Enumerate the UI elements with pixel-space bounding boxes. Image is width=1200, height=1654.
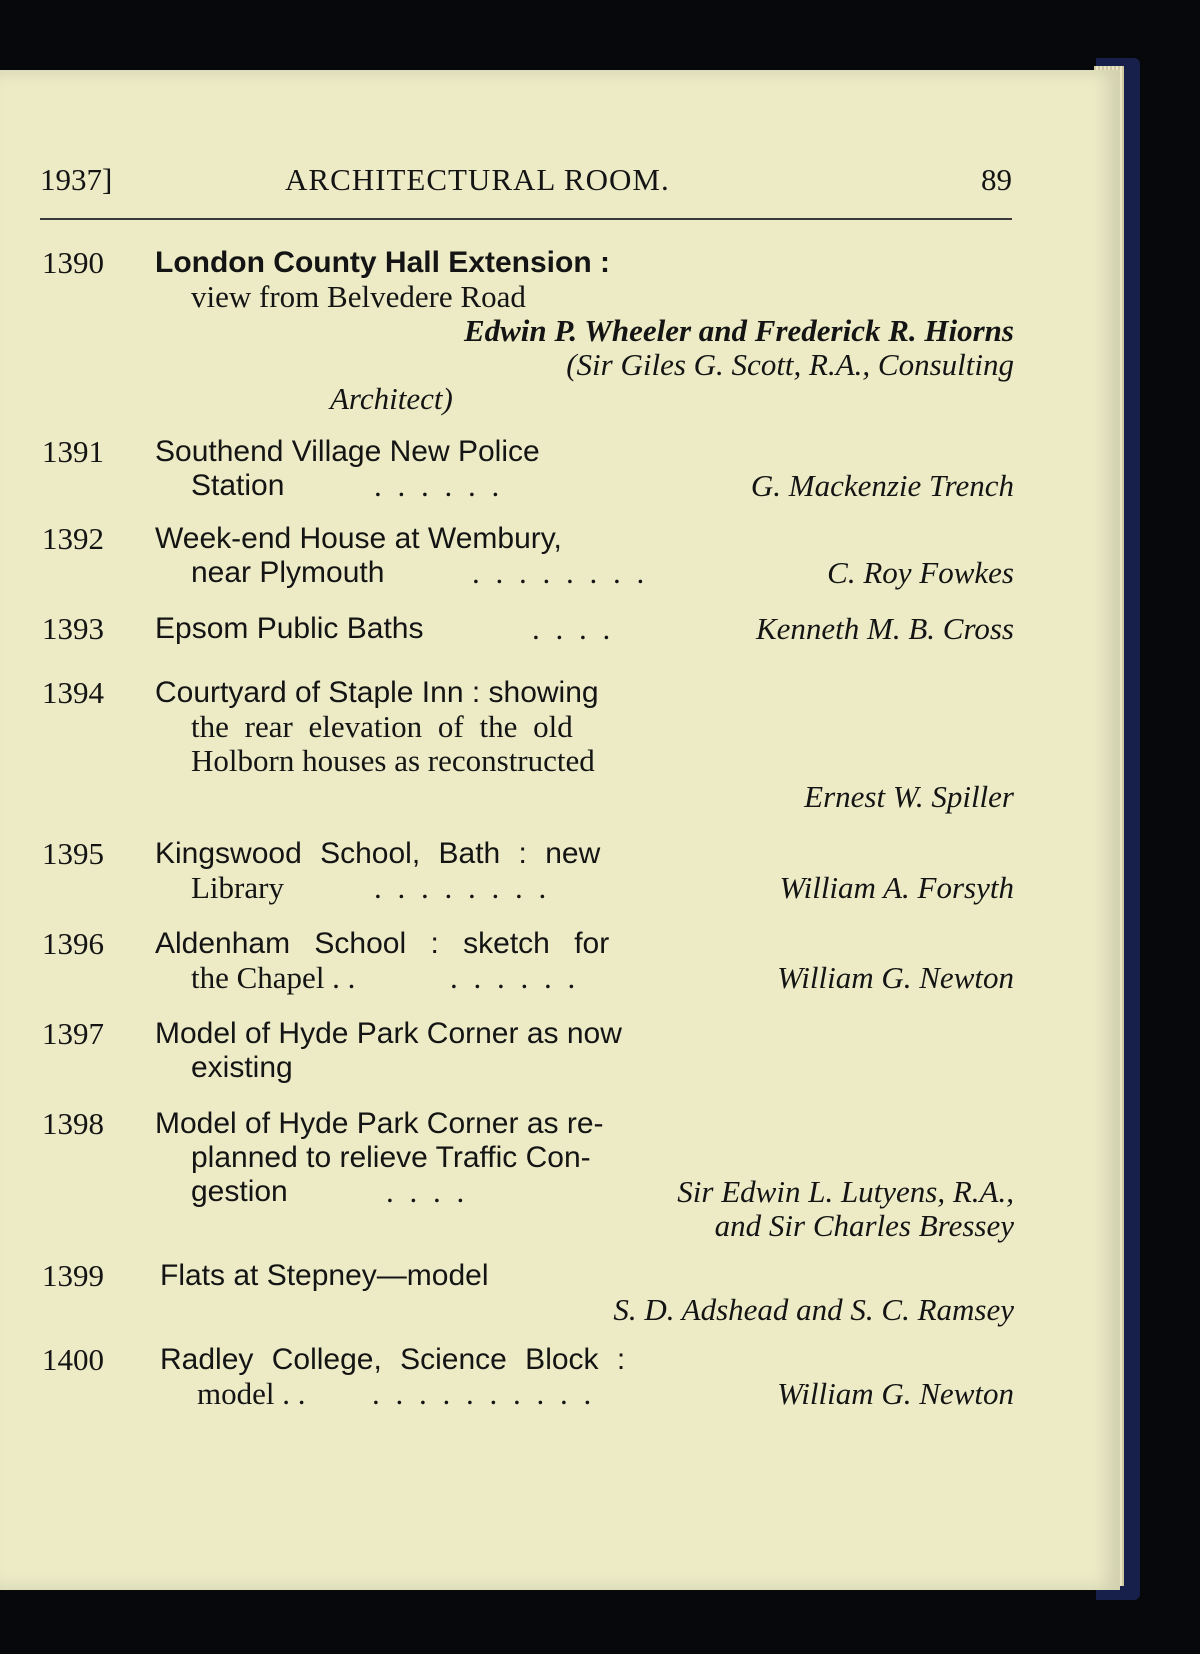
entry-architect: William G. Newton [777,960,1014,995]
entry-title-cont: Library [191,870,284,905]
entry-title-cont: the Chapel . . [191,960,356,995]
entry-title-cont: existing [191,1051,293,1084]
entry-architect: Kenneth M. B. Cross [755,611,1014,646]
leader-dots: . . . . . . [450,960,580,995]
entry-architect: Ernest W. Spiller [804,779,1014,814]
entry-title: Radley College, Science Block : [160,1343,626,1376]
header-year: 1937] [40,162,113,197]
entry-title-cont: Holborn houses as reconstructed [191,743,595,778]
leader-dots: . . . . . . . . [472,555,649,590]
entry-title-cont: the rear elevation of the old [191,709,573,744]
entry-number: 1395 [42,836,104,871]
entry-architect: G. Mackenzie Trench [750,468,1014,503]
entry-architect: William A. Forsyth [779,870,1014,905]
entry-number: 1397 [42,1016,104,1051]
leader-dots: . . . . [386,1174,469,1209]
entry-title: Aldenham School : sketch for [155,927,610,960]
entry-title: Courtyard of Staple Inn : showing [155,676,599,709]
entry-architect-cont: and Sir Charles Bressey [714,1208,1014,1243]
entry-title-cont: near Plymouth [191,556,385,589]
entry-title-cont: planned to relieve Traffic Con- [191,1141,591,1174]
entry-number: 1394 [42,675,104,710]
entry-title: London County Hall Extension : [155,246,610,279]
entry-architect-cont: Architect) [330,381,453,416]
entry-title: Epsom Public Baths [155,612,424,645]
entry-title: Model of Hyde Park Corner as now [155,1017,622,1050]
entry-title-cont: model . . [197,1376,306,1411]
leader-dots: . . . . . . [374,468,504,503]
entry-title: Kingswood School, Bath : new [155,837,601,870]
entry-architect: William G. Newton [777,1376,1014,1411]
leader-dots: . . . . [532,611,615,646]
entry-number: 1396 [42,926,104,961]
entry-number: 1398 [42,1106,104,1141]
entry-title: Flats at Stepney—model [160,1259,489,1292]
entry-title: Week-end House at Wembury, [155,522,562,555]
entry-architect: C. Roy Fowkes [827,555,1014,590]
entry-title: Southend Village New Police [155,435,540,468]
entry-architect: Edwin P. Wheeler and Frederick R. Hiorns [463,313,1014,348]
entry-title-cont: gestion [191,1175,288,1208]
entry-number: 1400 [42,1342,104,1377]
entry-number: 1390 [42,245,104,280]
entry-architect-cont: (Sir Giles G. Scott, R.A., Consulting [566,347,1014,382]
entry-number: 1399 [42,1258,104,1293]
entry-title-cont: view from Belvedere Road [191,279,526,314]
page-number: 89 [981,162,1012,197]
leader-dots: . . . . . . . . [374,870,551,905]
entry-number: 1393 [42,611,104,646]
entry-title-cont: Station [191,469,285,502]
header-title: ARCHITECTURAL ROOM. [285,162,670,197]
header-rule [40,218,1012,220]
entry-architect: S. D. Adshead and S. C. Ramsey [613,1292,1014,1327]
book-page [0,70,1120,1590]
entry-number: 1392 [42,521,104,556]
entry-number: 1391 [42,434,104,469]
running-header [40,162,1012,202]
entry-title: Model of Hyde Park Corner as re- [155,1107,604,1140]
entry-architect: Sir Edwin L. Lutyens, R.A., [677,1174,1014,1209]
leader-dots: . . . . . . . . . . [372,1376,596,1411]
